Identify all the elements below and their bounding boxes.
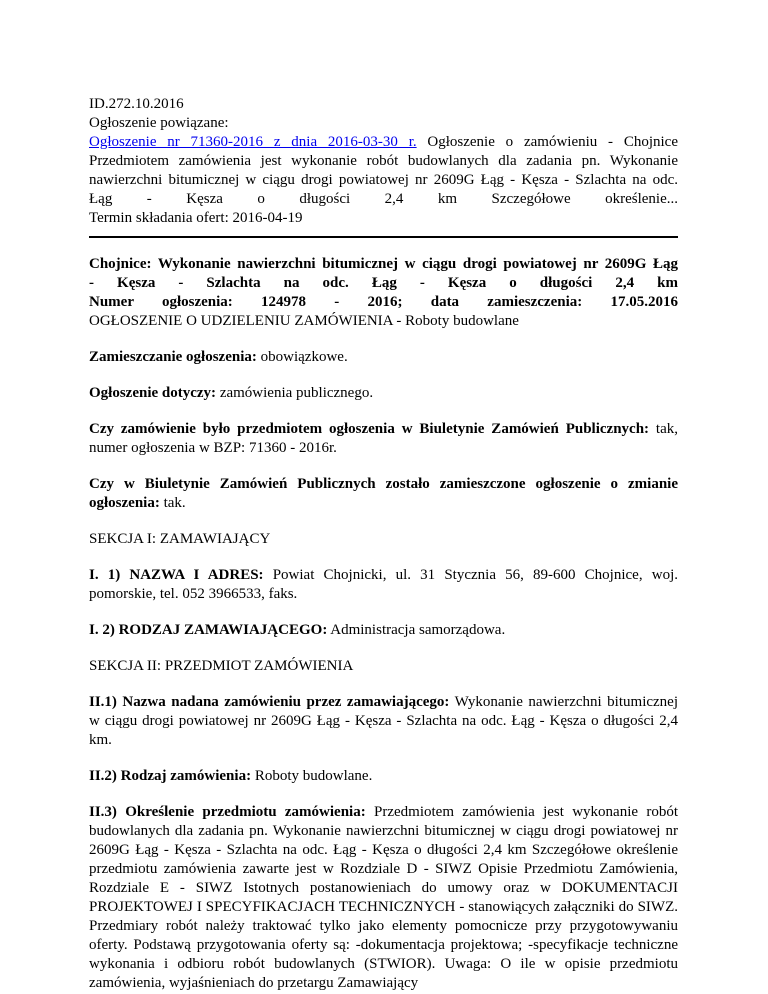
ii3-label: II.3) Określenie przedmiotu zamówienia: xyxy=(89,804,366,820)
ii1-label: II.1) Nazwa nadana zamówieniu przez zamawiającego: xyxy=(89,694,450,710)
change-value: tak. xyxy=(159,495,186,511)
bzp-value: tak, numer ogłoszenia w BZP: 71360 - 2016r. xyxy=(89,421,678,456)
related-summary-line-2: nawierzchni bitumicznej w ciągu drogi powiatowej nr 2609G Łąg - Kęsza - Szlachta na odc. xyxy=(89,172,678,188)
bzp-field xyxy=(89,420,678,458)
document-subtitle: OGŁOSZENIE O UDZIELENIU ZAMÓWIENIA - Roboty budowlane xyxy=(89,313,519,329)
bzp-label: Czy zamówienie było przedmiotem ogłoszenia w Biuletynie Zamówień Publicznych: xyxy=(89,421,650,437)
placement-value: obowiązkowe. xyxy=(256,349,348,365)
section-1-heading: SEKCJA I: ZAMAWIAJĄCY xyxy=(89,531,271,547)
document-id: ID.272.10.2016 xyxy=(89,96,184,112)
section-2-2 xyxy=(89,767,678,786)
related-summary-line-3: Łąg - Kęsza o długości 2,4 km Szczegółowe określenie... xyxy=(89,191,678,207)
ii2-value: Roboty budowlane. xyxy=(251,768,373,784)
section-1-type xyxy=(89,621,678,640)
document-page xyxy=(89,95,678,993)
concerns-label: Ogłoszenie dotyczy: xyxy=(89,385,217,401)
ii1-value: Wykonanie nawierzchni bitumicznej w ciągu drogi powiatowej nr 2609G Łąg - Kęsza - Szlachta na odc. Łąg - Kęsza o długości 2,4 km. xyxy=(89,694,678,748)
name-address-value: Powiat Chojnicki, ul. 31 Stycznia 56, 89-600 Chojnice, woj. pomorskie, tel. 052 3966533, faks. xyxy=(89,567,678,602)
type-label: I. 2) RODZAJ ZAMAWIAJĄCEGO: xyxy=(89,622,328,638)
related-label: Ogłoszenie powiązane: xyxy=(89,115,229,131)
title-text-2: - Kęsza - Szlachta na odc. Łąg - Kęsza o długości 2,4 km xyxy=(89,275,678,291)
title-line-1 xyxy=(89,255,678,274)
section-2-3 xyxy=(89,803,678,993)
concerns-value: zamówienia publicznego. xyxy=(216,385,374,401)
change-field xyxy=(89,475,678,513)
title-line-3 xyxy=(89,293,678,312)
section-2-heading: SEKCJA II: PRZEDMIOT ZAMÓWIENIA xyxy=(89,658,354,674)
title-text-1: Chojnice: Wykonanie nawierzchni bitumicznej w ciągu drogi powiatowej nr 2609G Łąg xyxy=(89,256,678,272)
offer-deadline: Termin składania ofert: 2016-04-19 xyxy=(89,210,303,226)
section-2-1 xyxy=(89,693,678,750)
related-announcement-link[interactable]: Ogłoszenie nr 71360-2016 z dnia 2016-03-30 r. xyxy=(89,134,417,150)
change-label: Czy w Biuletynie Zamówień Publicznych zostało zamieszczone ogłoszenie o zmianie ogłoszenia: xyxy=(89,476,678,511)
type-value: Administracja samorządowa. xyxy=(327,622,506,638)
related-announcement-line xyxy=(89,133,678,152)
ii2-label: II.2) Rodzaj zamówienia: xyxy=(89,768,252,784)
name-address-label: I. 1) NAZWA I ADRES: xyxy=(89,567,264,583)
title-line-2 xyxy=(89,274,678,293)
placement-label: Zamieszczanie ogłoszenia: xyxy=(89,349,257,365)
related-summary-line-1: Przedmiotem zamówienia jest wykonanie robót budowlanych dla zadania pn. Wykonanie xyxy=(89,153,678,169)
ii3-value: Przedmiotem zamówienia jest wykonanie robót budowlanych dla zadania pn. Wykonanie nawierzchni bitumicznej w ciągu drogi powiatowej nr 2609G Łąg - Kęsza - Szlachta na odc. Łąg - Kęsza o długości 2,4 km Szczegółowe określenie przedmiotu zamówienia zawarte jest w Rozdziale D - SIWZ Opisie Przedmiotu Zamówienia, Rozdziale E - SIWZ Istotnych postanowieniach do umowy oraz w DOKUMENTACJI PROJEKTOWEJ I SPECYFIKACJACH TECHNICZNYCH - stanowiących załączniki do SIWZ. Przedmiary robót należy traktować tylko jako elementy pomocnicze przy przygotowywaniu oferty. Podstawą przygotowania oferty są: -dokumentacja projektowa; -specyfikacje techniczne wykonania i odbioru robót budowlanych (STWIOR). Uwaga: O ile w opisie przedmiotu zamówienia, wyjaśnieniach do przetargu Zamawiający xyxy=(89,804,678,991)
section-1-name-address xyxy=(89,566,678,604)
related-announcement-text: Ogłoszenie o zamówieniu - Chojnice xyxy=(416,134,679,150)
divider xyxy=(89,236,678,238)
placement-field xyxy=(89,348,678,367)
concerns-field xyxy=(89,384,678,403)
title-text-3: Numer ogłoszenia: 124978 - 2016; data zamieszczenia: 17.05.2016 xyxy=(89,294,678,310)
